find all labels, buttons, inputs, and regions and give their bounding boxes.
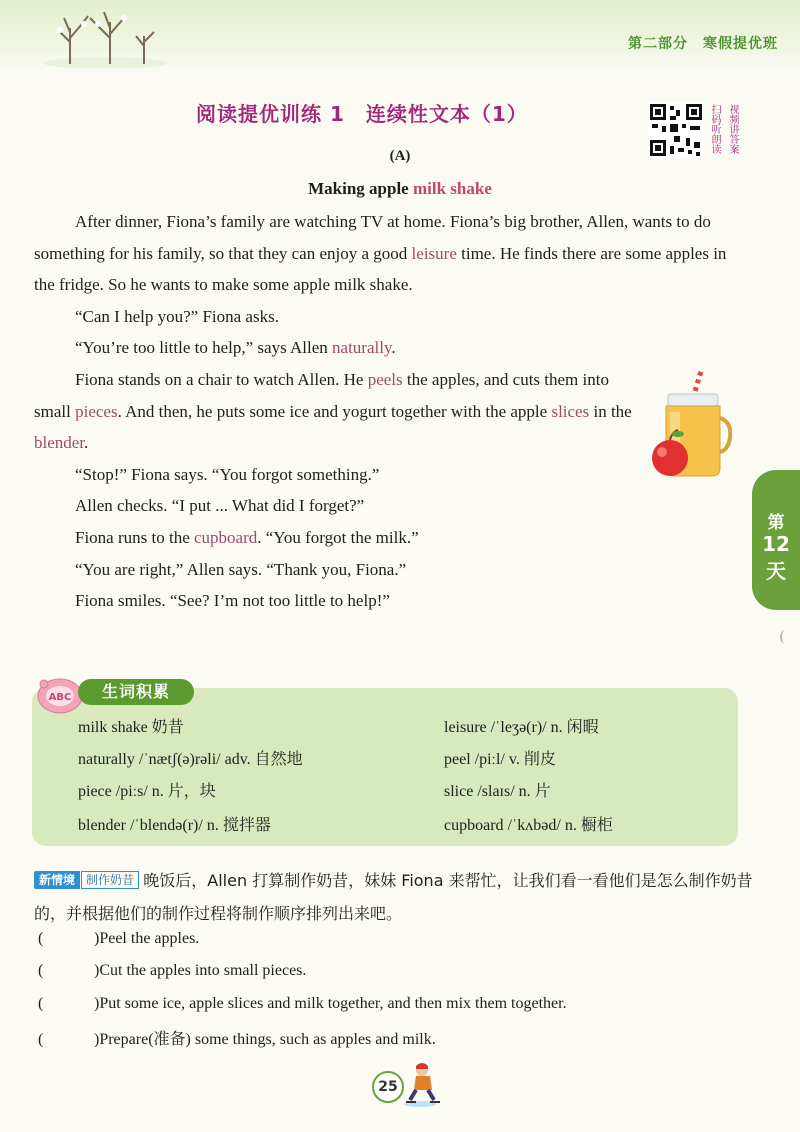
ordering-item-text: )Prepare(准备) some things, such as apples and milk. — [94, 1031, 436, 1048]
answer-blank[interactable]: ( — [38, 995, 44, 1012]
paragraph: “You’re too little to help,” says Allen naturally. — [75, 338, 396, 358]
paragraph: “Can I help you?” Fiona asks. — [75, 306, 279, 326]
vocab-entry: milk shake 奶昔 — [78, 719, 184, 736]
vocab-entry: naturally /ˈnætʃ(ə)rəli/ adv. 自然地 — [78, 751, 303, 768]
story-title-highlight: milk shake — [412, 179, 492, 198]
day-tab-number: 12 — [762, 532, 790, 556]
vocab-row — [78, 778, 698, 810]
paragraph: Fiona runs to the cupboard. “You forgot the milk.” — [75, 527, 419, 547]
vocabulary-heading: 生词积累 — [78, 679, 194, 705]
ordering-item-text: )Peel the apples. — [94, 930, 200, 947]
vocab-word: peels — [367, 369, 403, 389]
story-title-text: Making apple — [308, 179, 413, 198]
vocab-row — [78, 746, 698, 778]
vocab-entry: slice /slaɪs/ n. 片 — [444, 783, 551, 800]
paragraph: “You are right,” Allen says. “Thank you, Fiona.” — [75, 559, 407, 579]
section-label: (A) — [389, 148, 411, 164]
vocab-entry: cupboard /ˈkʌbəd/ n. 橱柜 — [444, 817, 613, 834]
day-tab-suffix: 天 — [766, 559, 786, 583]
paragraph: Allen checks. “I put ... What did I forget?” — [75, 496, 365, 516]
day-tab[interactable] — [752, 470, 800, 610]
qr-caption-listen: 扫码听朗读 — [709, 104, 720, 154]
vocab-entry: peel /piːl/ v. 削皮 — [444, 751, 556, 768]
vocab-word: cupboard — [194, 527, 258, 547]
page-number: 25 — [372, 1071, 404, 1103]
vocab-row — [78, 714, 698, 746]
vocab-word: naturally — [332, 338, 392, 358]
ordering-item-text: )Put some ice, apple slices and milk together, and then mix them together. — [94, 995, 567, 1012]
paragraph: Fiona stands on a chair to watch Allen. He peels the apples, and cuts them into small pieces. And then, he puts some ice and yogurt together with the apple slices in the blender. — [34, 369, 632, 453]
edge-mark — [780, 630, 790, 644]
day-tab-prefix: 第 — [767, 513, 785, 533]
ordering-item — [38, 1026, 436, 1049]
answer-blank[interactable]: ( — [38, 930, 44, 947]
vocab-entry: leisure /ˈleʒə(r)/ n. 闲暇 — [444, 719, 599, 736]
answer-blank[interactable]: ( — [38, 962, 44, 979]
task-tag-topic: 制作奶昔 — [81, 871, 139, 889]
apple-juice-illustration — [650, 368, 732, 480]
lesson-title: 阅读提优训练 1 连续性文本（1） — [196, 102, 528, 126]
vocab-word: slices — [551, 401, 590, 421]
badge-text: ABC — [48, 692, 72, 703]
vocab-word: leisure — [411, 243, 457, 263]
ordering-item-text: )Cut the apples into small pieces. — [94, 962, 307, 979]
answer-blank[interactable]: ( — [38, 1031, 44, 1048]
ordering-item — [38, 995, 567, 1013]
vocab-entry: blender /ˈblendə(r)/ n. 搅拌器 — [78, 817, 271, 834]
ordering-item — [38, 930, 199, 948]
paragraph: Fiona smiles. “See? I’m not too little to help!” — [75, 591, 390, 611]
paragraph: “Stop!” Fiona says. “You forgot something.” — [75, 464, 380, 484]
vocab-word: blender — [34, 433, 85, 453]
paragraph: After dinner, Fiona’s family are watching TV at home. Fiona’s big brother, Allen, wants to do something for his family, so that they can enjoy a good leisure time. He finds there are some apples in the fridge. So he wants to make some apple milk shake. — [34, 212, 727, 295]
story-body — [34, 206, 744, 617]
task-tag-new: 新情境 — [34, 871, 80, 889]
qr-caption-video: 视频讲答案 — [727, 104, 738, 154]
section-heading: 第二部分 寒假提优班 — [628, 36, 778, 52]
vocab-row — [78, 812, 698, 844]
ordering-item — [38, 962, 306, 980]
skater-illustration — [400, 1062, 446, 1108]
page-header — [0, 0, 800, 70]
story-title — [0, 179, 800, 199]
vocab-entry: piece /piːs/ n. 片，块 — [78, 783, 216, 800]
vocab-word: pieces — [75, 401, 118, 421]
task-intro: 晚饭后，Allen 打算制作奶昔，妹妹 Fiona 来帮忙，让我们看一看他们是怎么制作奶昔的，并根据他们的制作过程将制作顺序排列出来吧。 — [34, 871, 753, 923]
winter-trees-illustration — [40, 8, 170, 68]
task-instructions — [34, 864, 754, 930]
